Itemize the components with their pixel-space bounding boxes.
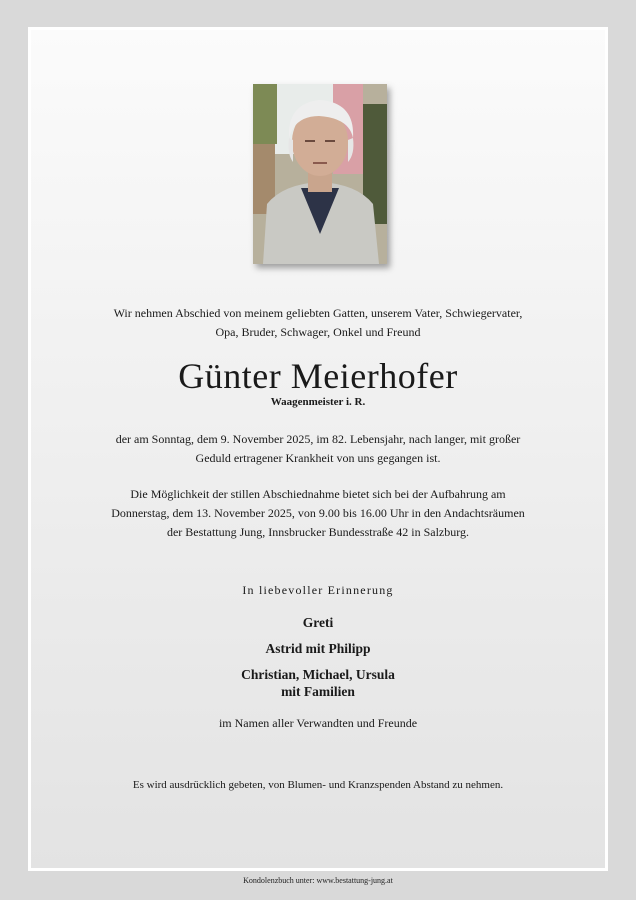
farewell-line: Die Möglichkeit der stillen Abschiednahme bietet sich bei der Aufbahrung am — [130, 487, 506, 501]
family-line: Astrid mit Philipp — [265, 641, 371, 656]
flowers-notice: Es wird ausdrücklich gebeten, von Blumen- und Kranzspenden Abstand zu nehmen. — [132, 779, 504, 791]
farewell-info — [31, 485, 605, 542]
family-line: mit Familien — [281, 684, 355, 699]
family-line: Christian, Michael, Ursula — [241, 667, 395, 682]
death-notice-line: Geduld ertragener Krankheit von uns gegangen ist. — [195, 451, 441, 465]
deceased-name: Günter Meierhofer — [178, 356, 458, 396]
family-line: Greti — [302, 615, 334, 630]
death-notice — [31, 430, 605, 468]
intro-line: Wir nehmen Abschied von meinem geliebten Gatten, unserem Vater, Schwiegervater, — [113, 306, 523, 320]
memory-heading: In liebevoller Erinnerung — [242, 583, 394, 597]
farewell-line: Donnerstag, dem 13. November 2025, von 9.00 bis 16.00 Uhr in den Andachtsräumen — [111, 506, 525, 520]
deceased-title: Waagenmeister i. R. — [270, 396, 366, 408]
intro-text — [31, 304, 605, 342]
relatives-text: im Namen aller Verwandten und Freunde — [218, 716, 418, 730]
intro-line: Opa, Bruder, Schwager, Onkel und Freund — [215, 325, 421, 339]
portrait-photo — [253, 84, 387, 264]
family-group — [31, 666, 605, 700]
farewell-line: der Bestattung Jung, Innsbrucker Bundesstraße 42 in Salzburg. — [166, 525, 470, 539]
death-notice-line: der am Sonntag, dem 9. November 2025, im 82. Lebensjahr, nach langer, mit großer — [115, 432, 521, 446]
condolence-footer: Kondolenzbuch unter: www.bestattung-jung.at — [243, 876, 393, 885]
obituary-card — [28, 27, 608, 871]
